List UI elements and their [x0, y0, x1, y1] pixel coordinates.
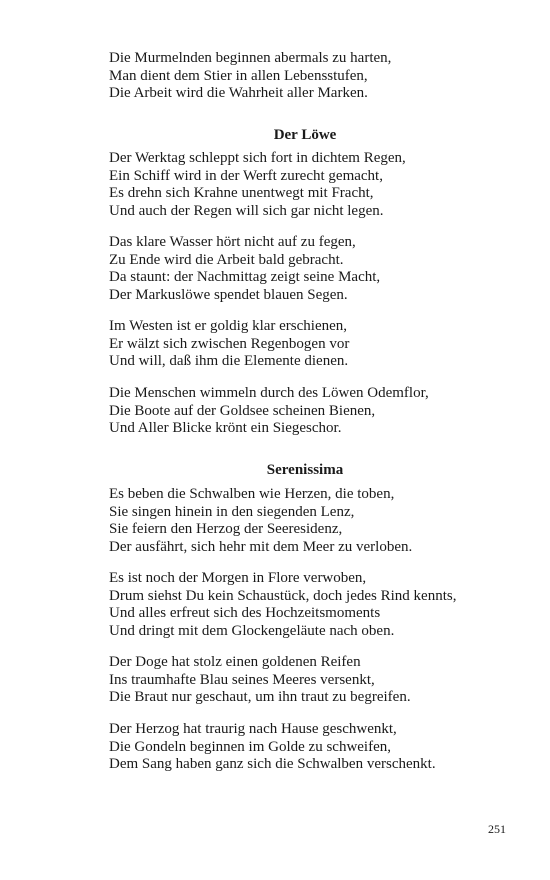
poem-line: Die Braut nur geschaut, um ihn traut zu begreifen. — [109, 689, 411, 706]
poem-line: Zu Ende wird die Arbeit bald gebracht. — [109, 251, 344, 268]
poem-title-serenissima: Serenissima — [266, 462, 344, 478]
poem-line: Der ausfährt, sich hehr mit dem Meer zu verloben. — [109, 538, 413, 555]
poem-line: Und alles erfreut sich des Hochzeitsmoments — [109, 605, 381, 622]
poem-title-der-loewe: Der Löwe — [273, 127, 337, 143]
poem-line: Dem Sang haben ganz sich die Schwalben verschenkt. — [109, 756, 436, 773]
stanza-loewe-1 — [109, 150, 529, 220]
stanza-loewe-4 — [109, 385, 529, 438]
poem-line: Es drehn sich Krahne unentwegt mit Fracht, — [109, 185, 374, 202]
poem-line: Drum siehst Du kein Schaustück, doch jedes Rind kennts, — [109, 587, 457, 604]
poem-line: Und dringt mit dem Glockengeläute nach oben. — [109, 622, 395, 639]
poem-line: Und Aller Blicke krönt ein Siegeschor. — [109, 420, 342, 437]
poem-line: Die Arbeit wird die Wahrheit aller Marken. — [109, 85, 368, 102]
stanza-serenissima-3 — [109, 654, 529, 707]
poem-line: Und auch der Regen will sich gar nicht legen. — [109, 202, 384, 219]
stanza-serenissima-4 — [109, 721, 529, 774]
poem-line: Der Markuslöwe spendet blauen Segen. — [109, 286, 348, 303]
stanza-serenissima-1 — [109, 486, 529, 556]
poem-line: Man dient dem Stier in allen Lebensstufen, — [109, 67, 368, 84]
poem-line: Das klare Wasser hört nicht auf zu fegen, — [109, 234, 356, 250]
poem-line: Die Murmelnden beginnen abermals zu harten, — [109, 50, 392, 66]
poem-line: Der Werktag schleppt sich fort in dichtem Regen, — [109, 150, 406, 166]
poem-line: Sie feiern den Herzog der Seeresidenz, — [109, 521, 343, 538]
stanza-loewe-2 — [109, 234, 529, 304]
poem-line: Die Gondeln beginnen im Golde zu schweifen, — [109, 738, 392, 755]
poem-line: Ein Schiff wird in der Werft zurecht gemacht, — [109, 167, 383, 184]
poem-line: Die Menschen wimmeln durch des Löwen Odemflor, — [109, 385, 429, 401]
poem-line: Der Herzog hat traurig nach Hause geschwenkt, — [109, 721, 397, 737]
poem-line: Er wälzt sich zwischen Regenbogen vor — [109, 335, 350, 352]
poem-line: Sie singen hinein in den siegenden Lenz, — [109, 503, 355, 520]
stanza-serenissima-2 — [109, 570, 529, 640]
poem-line: Ins traumhafte Blau seines Meeres versenkt, — [109, 671, 375, 688]
poem-line: Es ist noch der Morgen in Flore verwoben, — [109, 570, 367, 586]
stanza-loewe-3 — [109, 318, 529, 371]
poem-line: Der Doge hat stolz einen goldenen Reifen — [109, 654, 361, 670]
poem-line: Es beben die Schwalben wie Herzen, die toben, — [109, 486, 395, 502]
page-number: 251 — [488, 822, 506, 836]
poem-line: Und will, daß ihm die Elemente dienen. — [109, 353, 349, 370]
stanza-continued — [109, 50, 529, 103]
poem-line: Im Westen ist er goldig klar erschienen, — [109, 318, 348, 334]
poem-line: Da staunt: der Nachmittag zeigt seine Macht, — [109, 269, 381, 286]
poem-line: Die Boote auf der Goldsee scheinen Bienen, — [109, 402, 376, 419]
